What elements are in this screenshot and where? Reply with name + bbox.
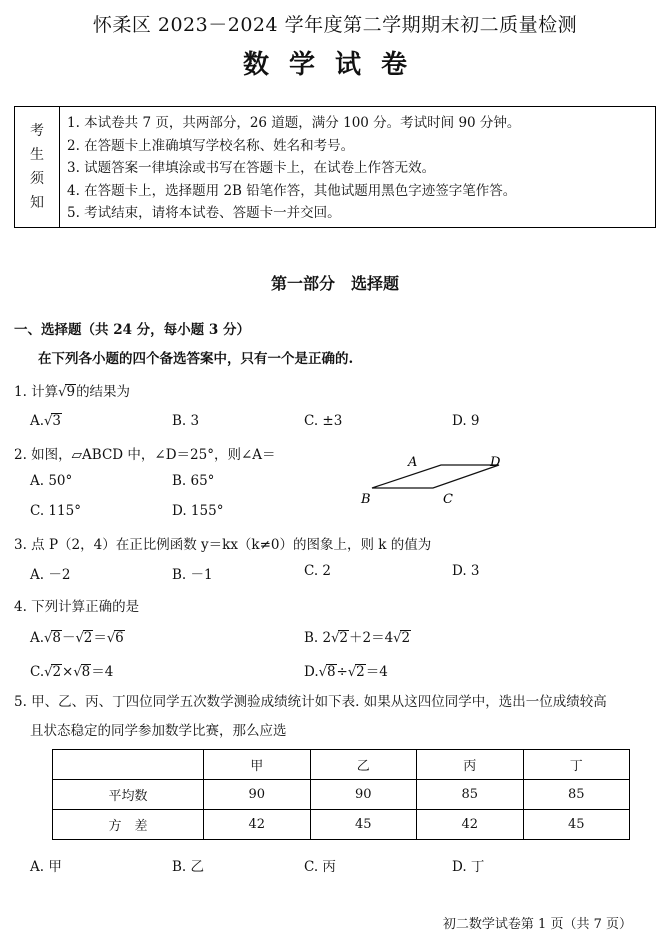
exam-subtitle: 数学试卷 — [242, 50, 427, 80]
q4-a-op: － — [61, 630, 76, 646]
notice-label-char: 考 — [30, 123, 44, 139]
question-2-stem: 2. 如图，▱ABCD 中，∠D＝25°，则∠A＝ — [14, 447, 276, 463]
q1-option-a-radicand: 3 — [52, 413, 61, 429]
notice-box — [14, 106, 656, 228]
table-row — [53, 780, 630, 810]
q5-option-b: B. 乙 — [172, 859, 205, 875]
table-cell: 85 — [523, 780, 630, 810]
table-cell: 45 — [523, 810, 630, 840]
q1-pre: 1. 计算 — [14, 384, 59, 400]
table-cell: 42 — [417, 810, 524, 840]
table-header-cell: 丁 — [523, 750, 630, 780]
q5-option-c: C. 丙 — [304, 859, 336, 875]
table-header-cell: 乙 — [310, 750, 417, 780]
q4-c-label: C. — [30, 664, 45, 680]
section-instruction: 在下列各小题的四个备选答案中，只有一个是正确的. — [38, 351, 354, 367]
q4-a-rad2: 2 — [83, 630, 93, 646]
table-header-row — [53, 750, 630, 780]
notice-list — [67, 112, 520, 225]
q4-a-rad3: 6 — [115, 630, 124, 646]
q4-option-c: C.√2×√8＝4 — [30, 664, 114, 680]
notice-label — [15, 107, 60, 227]
table-cell: 方 差 — [53, 810, 204, 840]
q1-post: 的结果为 — [76, 384, 131, 400]
q1-option-a-label: A. — [30, 413, 45, 429]
exam-title: 怀柔区 2023－2024 学年度第二学期期末初二质量检测 — [92, 14, 578, 36]
q4-b-rad2: 2 — [401, 630, 411, 646]
q4-option-d: D.√8÷√2＝4 — [304, 664, 388, 680]
question-3-stem: 3. 点 P（2，4）在正比例函数 y＝kx（k≠0）的图象上，则 k 的值为 — [14, 537, 432, 553]
section-title: 一、选择题（共 24 分，每小题 3 分） — [14, 322, 250, 338]
q3-option-b: B. －1 — [172, 567, 213, 583]
q1-option-a: A.√3 — [30, 413, 61, 429]
q4-c-rad1: 2 — [52, 664, 62, 680]
notice-item: 4. 在答题卡上，选择题用 2B 铅笔作答，其他试题用黑色字迹签字笔作答。 — [67, 182, 517, 199]
table-cell: 85 — [417, 780, 524, 810]
q4-c-rad2: 8 — [81, 664, 91, 680]
vertex-label-c: C — [443, 492, 453, 507]
q2-option-d: D. 155° — [172, 503, 224, 519]
table-cell: 42 — [204, 810, 311, 840]
q1-option-d: D. 9 — [452, 413, 480, 429]
notice-label-char: 须 — [30, 171, 44, 187]
q4-d-op: ÷ — [336, 664, 348, 680]
q1-option-b: B. 3 — [172, 413, 200, 429]
vertex-label-d: D — [490, 455, 501, 470]
q2-option-b: B. 65° — [172, 473, 215, 489]
q4-option-b: B. 2√2＋2＝4√2 — [304, 630, 411, 646]
notice-item: 3. 试题答案一律填涂或书写在答题卡上，在试卷上作答无效。 — [67, 160, 436, 176]
table-cell: 90 — [204, 780, 311, 810]
q1-option-c: C. ±3 — [304, 413, 343, 429]
question-1-stem: 1. 计算√9的结果为 — [14, 384, 131, 400]
table-header-cell: 丙 — [417, 750, 524, 780]
question-5-stem-line2: 且状态稳定的同学参加数学比赛，那么应选 — [30, 723, 287, 739]
table-row — [53, 810, 630, 840]
q4-d-eq: ＝4 — [365, 664, 388, 680]
q4-option-a: A.√8－√2＝√6 — [30, 630, 124, 646]
q4-b-label: B. 2 — [304, 630, 332, 646]
q4-d-rad2: 2 — [356, 664, 365, 680]
vertex-label-a: A — [408, 455, 418, 470]
notice-label-char: 知 — [30, 195, 44, 211]
q4-c-eq: ＝4 — [91, 664, 114, 680]
notice-item: 1. 本试卷共 7 页，共两部分，26 道题，满分 100 分。考试时间 90 分钟。 — [67, 115, 521, 131]
q1-radicand: 9 — [66, 384, 76, 400]
parallelogram-figure — [355, 448, 515, 510]
table-cell: 90 — [310, 780, 417, 810]
question-5-stem-line1: 5. 甲、乙、丙、丁四位同学五次数学测验成绩统计如下表. 如果从这四位同学中，选出一位成绩较高 — [14, 694, 607, 710]
table-cell: 45 — [310, 810, 417, 840]
q4-b-op: ＋2＝4 — [348, 630, 394, 646]
table-header-cell: 甲 — [204, 750, 311, 780]
q4-c-op: × — [62, 664, 74, 680]
table-cell: 平均数 — [53, 780, 204, 810]
q4-d-label: D. — [304, 664, 319, 680]
q4-b-rad1: 2 — [339, 630, 348, 646]
notice-item: 2. 在答题卡上准确填写学校名称、姓名和考号。 — [67, 137, 355, 154]
q3-option-c: C. 2 — [304, 563, 332, 579]
page-footer: 初二数学试卷第 1 页（共 7 页） — [442, 917, 632, 932]
notice-item: 5. 考试结束，请将本试卷、答题卡一并交回。 — [67, 205, 341, 221]
q4-a-rad1: 8 — [52, 630, 61, 646]
q5-option-d: D. 丁 — [452, 859, 485, 875]
part-title: 第一部分 选择题 — [270, 274, 399, 293]
q5-option-a: A. 甲 — [30, 859, 62, 875]
q3-option-a: A. －2 — [30, 567, 71, 583]
q2-option-a: A. 50° — [30, 473, 73, 489]
q4-a-label: A. — [30, 630, 45, 646]
score-table — [52, 749, 630, 840]
parallelogram-shape — [372, 465, 499, 488]
question-4-stem: 4. 下列计算正确的是 — [14, 599, 140, 615]
q4-a-eq: ＝ — [93, 630, 107, 646]
q4-d-rad1: 8 — [326, 664, 336, 680]
notice-label-char: 生 — [30, 147, 44, 163]
q3-option-d: D. 3 — [452, 563, 480, 579]
q2-option-c: C. 115° — [30, 503, 81, 519]
vertex-label-b: B — [361, 492, 371, 507]
table-header-cell — [53, 750, 204, 780]
